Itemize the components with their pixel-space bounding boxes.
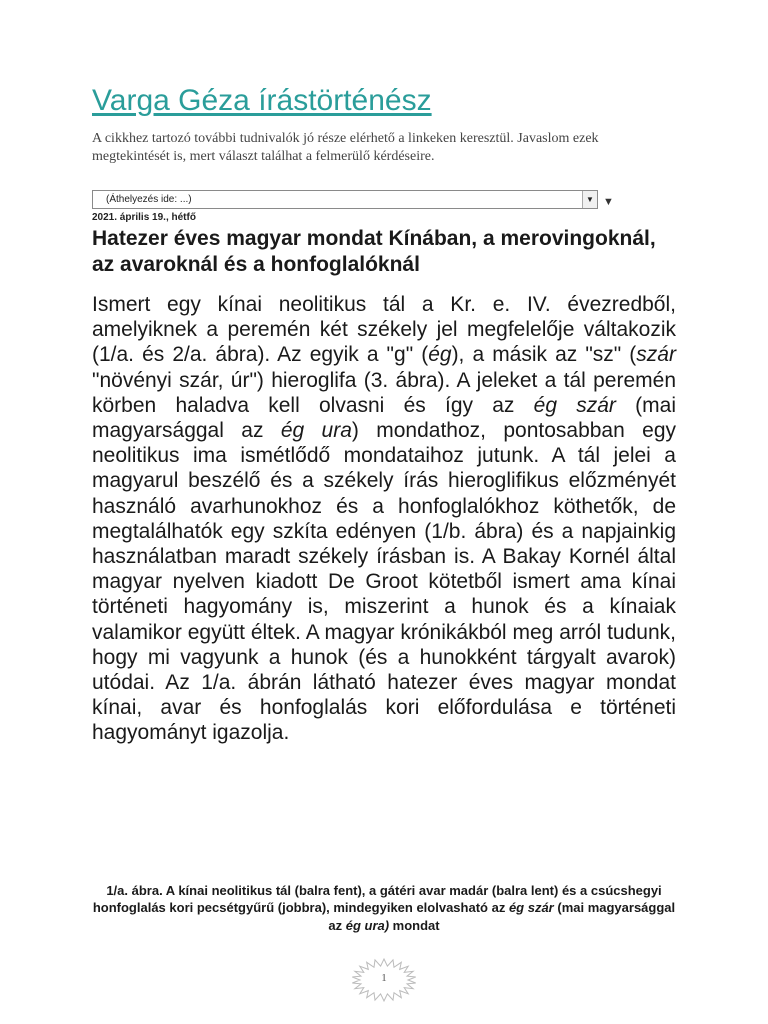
caption-segment: 1/a. ábra. A kínai neolitikus tál (balra fent), a gátéri avar madár (balra lent) és a csúcshegyi honfoglalás kori pecsétgyűrű (jobbra), mindegyiken elolvasható az	[92, 883, 662, 916]
body-segment: Ismert egy kínai neolitikus tál a Kr. e. IV. évezredből, amelyiknek a peremén két székely jel megfelelője váltakozik (1/a. és 2/a. ábra). Az egyik a "g" (	[92, 293, 676, 367]
body-italic: ég szár	[533, 393, 616, 417]
triangle-down-icon[interactable]: ▼	[603, 196, 614, 208]
caption-segment: (mai magyarsággal az	[328, 900, 676, 933]
navigation-select[interactable]	[92, 190, 598, 209]
body-segment: (mai magyarsággal az	[92, 393, 676, 443]
body-segment: ), a másik az "sz" (	[451, 343, 637, 367]
post-body	[92, 292, 676, 746]
page-number: 1	[381, 972, 387, 984]
body-segment: ) mondathoz, pontosabban egy neolitikus ima ismétlődő mondataihoz jutunk. A tál jelei a magyarul beszélő és a székely írás hieroglifikus előzményét használó avarhunokhoz és a honfoglalókhoz köthetők, de megtalálhatók egy szkíta edényen (1/b. ábra) és a napjainkig használatban maradt székely írásban is. A Bakay Kornél által magyar nyelven kiadott De Groot kötetből ismert ama kínai történeti hagyomány is, miszerint a hunok és a kínaiak valamikor együtt éltek. A magyar krónikákból meg arról tudunk, hogy mi vagyunk a hunok (és a hunokként tárgyalt avarok) utódai. Az 1/a. ábrán látható hatezer éves magyar mondat kínai, avar és honfoglalás kori előfordulása e történeti hagyományt igazolja.	[92, 419, 677, 745]
intro-text: A cikkhez tartozó további tudnivalók jó része elérhető a linkeken keresztül. Javaslom ezek megtekintését is, mert választ találhat a felmerülő kérdéseire.	[92, 131, 599, 164]
page-number-badge	[351, 958, 417, 1004]
figure-caption	[92, 882, 676, 934]
caption-segment: mondat	[389, 917, 440, 933]
caption-italic: ég szár	[508, 900, 554, 916]
body-italic: ég ura	[280, 419, 352, 443]
site-title-link[interactable]: Varga Géza írástörténész	[92, 84, 432, 117]
body-italic: szár	[636, 343, 676, 367]
caption-italic: ég ura)	[345, 917, 390, 933]
body-italic: ég	[428, 343, 452, 367]
navigation-select-value: (Áthelyezés ide: ...)	[106, 194, 192, 205]
body-segment: "növényi szár, úr") hieroglifa (3. ábra). A jeleket a tál peremén körben haladva kell olvasni és így az	[92, 368, 676, 417]
post-title: Hatezer éves magyar mondat Kínában, a merovingoknál, az avaroknál és a honfoglalóknál	[92, 227, 656, 276]
triangle-down-icon[interactable]: ▼	[582, 191, 597, 208]
post-date: 2021. április 19., hétfő	[92, 212, 196, 223]
